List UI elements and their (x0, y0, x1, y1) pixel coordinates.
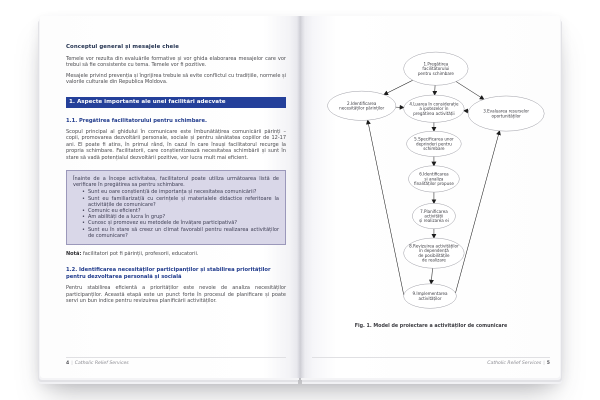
flow-arrow-n9-n3 (455, 131, 499, 293)
note (66, 251, 286, 257)
communication-activities-flowchart (309, 36, 553, 318)
right-page-footer (312, 357, 550, 366)
flow-node-label-n3: 3.Evaluarea resurselor oportunităților (483, 108, 530, 119)
section-banner: 1. Aspecte importante ale unei facilitări adecvate (66, 97, 286, 108)
flow-arrow-n1-n3 (456, 82, 484, 100)
footer-separator: | (543, 361, 545, 366)
footer-publisher: Catholic Relief Services (487, 361, 542, 366)
section-1-1-body: Scopul principal al ghidului în comunicare este îmbunătățirea comunicării părinți – copii, promovarea dezvoltării personale, sociale și pentru sănătatea copiilor de 12-17 ani. El poate fi atins, în primul rând, în cazul în care însuși facilitatorul recurge la propria schimbare. Facilitatorii, care conștientizează necesitatea schimbării și sunt în stare să vadă potențialul dezvoltării pozitive, vor lucra mult mai eficient. (66, 129, 286, 161)
intro-paragraph-2: Mesajele privind prevenția și îngrijirea trebuie să evite conflictul cu tradițiile, normele și valorile culturale din Republica Moldova. (66, 72, 286, 86)
left-page-heading: Conceptul general și mesajele cheie (66, 44, 180, 50)
right-page (300, 16, 560, 378)
flow-node-label-n8: 8.Revizuirea activităților în dependență de posibilitățile de realizare (409, 243, 459, 263)
checklist-item: • Sunt eu în stare să creez un climat favorabil pentru realizarea activităților de comunicare? (82, 227, 279, 239)
note-label: Notă: (66, 251, 82, 258)
flow-node-label-n5: 5.Specificarea unor deprinderi pentru schimbare (414, 136, 454, 151)
footer-separator: | (71, 361, 73, 366)
flow-node-label-n4: 4.Luarea în considerație a ipotezelor în pregătirea activității (409, 101, 459, 116)
checklist-intro: Înainte de a începe activitatea, facilitatorul poate utiliza următoarea listă de verificare în pregătirea sa pentru schimbare. (73, 176, 279, 189)
flow-node-label-n1: 1.Pregătirea facilitatorului pentru schimbare (417, 61, 454, 76)
flow-arrow-n9-n2 (368, 120, 404, 295)
intro-paragraph-1: Temele vor rezulta din evaluările formative și vor ghida elaborarea mesajelor care vor trebui să fie consistente cu tema. Temele vor fi pozitive. (66, 56, 286, 69)
flow-node-label-n6: 6.Identificarea și analiza finalităților propuse (414, 171, 454, 187)
checklist-item: • Sunt eu oare conștient/ă de importanța și necesitatea comunicării? (82, 189, 279, 195)
checklist-item: • Am abilități de a lucra în grup? (82, 214, 279, 220)
flow-arrow-n1-n2 (384, 80, 413, 94)
checklist-item: • Sunt eu familiarizat/ă cu cerințele și materialele didactice referitoare la activitățile de comunicare? (82, 196, 279, 208)
flow-node-label-n2: 2.Identificarea necesităților părinților (339, 100, 385, 111)
checklist-box (66, 170, 286, 245)
section-1-1-title: 1.1. Pregătirea facilitatorului pentru schimbare. (66, 117, 207, 124)
checklist-item: • Comunic eu eficient? (82, 208, 279, 214)
section-1-2-title: 1.2. Identificarea necesităților participanților și stabilirea priorităților pentru dezvoltarea personală și socială (66, 267, 271, 280)
flow-node-label-n7: 7.Planificarea activității și realizarea ei (419, 208, 449, 224)
flow-arrow-n8-n9 (431, 268, 432, 284)
left-page-number: 4 (66, 361, 70, 366)
flow-node-label-n9: 9.Implementarea activităților (412, 291, 448, 301)
left-page-footer (66, 357, 286, 366)
figure-area (312, 36, 550, 329)
note-text: facilitatori pot fi părinții, profesorii, educatorii. (81, 251, 199, 258)
right-page-number: 5 (546, 361, 550, 366)
figure-caption: Fig. 1. Model de proiectare a activităților de comunicare (354, 324, 508, 329)
footer-publisher: Catholic Relief Services (74, 361, 129, 366)
left-page (40, 16, 300, 378)
section-1-2-body: Pentru stabilirea eficientă a priorităților este nevoie de analiza necesităților participanților. Această etapă este un punct forte în procesul de planificare și poate servi un bun indice pentru revizuirea planificării activităților. (66, 285, 286, 304)
checklist (82, 189, 279, 239)
checklist-item: • Cunosc și promovez eu metodele de învățare participativă? (82, 220, 279, 226)
open-book (40, 16, 560, 378)
